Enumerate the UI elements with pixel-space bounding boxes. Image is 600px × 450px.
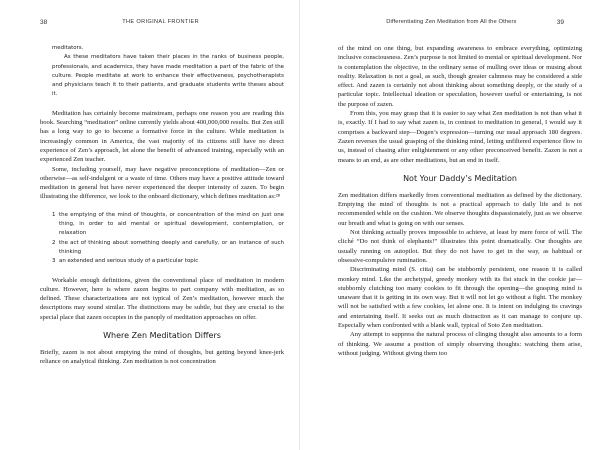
right-page [300,0,600,450]
definition-item [52,211,284,239]
definition-list [40,211,284,267]
block-quote: As these meditators have taken their places in the ranks of business people, professionals, and academics, they have made meditation a part of the fabric of the culture. People meditate at work to enhance their effectiveness, psychotherapists and physicians teach it to their patients, and graduate students write theses about it. [52,54,284,98]
right-page-body [338,44,582,358]
block-quote-continuation: meditators. [52,45,84,51]
body-paragraph: Any attempt to suppress the natural process of clinging thought also amounts to a form of thinking. We assume a position of simply observing thoughts: watching them arise, without judging. Without giving them too [338,331,582,357]
definition-text: an extended and serious study of a particular topic [59,258,199,265]
right-page-header [338,17,564,27]
section-heading: Not Your Daddy’s Meditation [403,173,517,183]
body-paragraph: From this, you may grasp that it is easier to say what Zen meditation is not than what it is, exactly. If I had to say what zazen is, in contrast to meditation in general, I would say it comprises a backward step—Dogen’s expression—turning our usual approach 180 degrees. Zazen reverses the usual grasping of the thinking mind, letting unfiltered experience flow to us, instead of chasing after enlightenment or any other preconceived benefit. Zazen is not a means to an end, as are other meditations, but an end in itself. [338,110,582,164]
body-paragraph: Zen meditation differs markedly from conventional meditation as defined by the dictionary. Emptying the mind of thoughts is not a practical approach to daily life and is not recommended while on the cushion. We observe thoughts dispassionately, just as we observe our breath and what is going on with our senses. [338,191,582,227]
right-page-number: 39 [556,18,564,26]
left-running-head: THE ORIGINAL FRONTIER [122,19,199,25]
left-page-number: 38 [40,18,48,26]
body-paragraph: of the mind on one thing, but expanding awareness to embrace everything, optimizing inclusive consciousness. Zen’s purpose is not limited to mental or spiritual development. Nor is contemplation the objective, in the ordinary sense of mulling over ideas or musing about reality. Relaxation is not a goal, as such, though greater calmness may be considered a side effect. And zazen is certainly not about thinking about something deeply, or the study of a particular topic. Intellectual ideation or speculation, however useful or entertaining, is not the purpose of zazen. [338,45,583,108]
definition-text: the emptying of the mind of thoughts, or concentration of the mind on just one thing, in order to aid mental or spiritual development, contemplation, or relaxation [59,211,284,237]
body-paragraph: Meditation has certainly become mainstream, perhaps one reason you are reading this book. Searching “meditation” online currently yields about 400,000,000 results. But Zen still has a long way to go to become a formative force in the culture. While meditation is increasingly common in America, the vast majority of its citizens still have no direct experience of Zen’s approach, let alone the benefit of advanced training, especially with an experienced Zen teacher. [40,109,284,164]
body-paragraph: Not thinking actually proves impossible to achieve, at least by mere force of will. The cliché “Do not think of elephants!” illustrates this point dramatically. Our thoughts are usually running on autopilot. But they do not have to get in the way, as habitual or obsessive-compulsive rumination. [338,229,582,264]
definition-number: 3 [52,258,56,265]
section-heading: Where Zen Meditation Differs [103,331,221,341]
definition-number: 2 [52,239,56,246]
definition-number: 1 [52,211,56,218]
left-page-body [40,44,284,367]
body-paragraph: Discriminating mind (S. citta) can be stubbornly persistent, one reason it is called monkey mind. Like the archetypal, greedy monkey with its fist stuck in the cookie jar—stubbornly clutching too many cookies to fit through the opening—the grasping mind is unaware that it is getting in its own way. But it will not let go without a fight. The monkey will not be satisfied with a few cookies, let alone one. It is intent on indulging its cravings and entertaining itself. It seeks out as much distraction as it can manage to conjure up. Especially when confronted with a blank wall, typical of Soto Zen meditation. [338,266,582,330]
right-running-head: Differentiating Zen Meditation from All the Others [386,19,517,25]
definition-text: the act of thinking about something deeply and carefully, or an instance of such thinking [59,239,284,255]
body-paragraph: Some, including yourself, may have negative preconceptions of meditation—Zen or otherwise—as self-indulgent or a waste of time. Others may have a positive attitude toward meditation in general but have never experienced the deeper intensity of zazen. To begin illustrating the difference, we look to the onboard dictionary, which defines meditation as:²⁸ [40,165,284,201]
definition-item [52,257,284,266]
body-paragraph: Briefly, zazen is not about emptying the mind of thoughts, but getting beyond knee-jerk reliance on analytical thinking. Zen meditation is not concentration [40,349,284,366]
left-page-header [40,17,282,27]
definition-item [52,239,284,258]
body-paragraph: Workable enough definitions, given the conventional place of meditation in modern culture. However, here is where zazen begins to part company with meditation, as so defined. These characterizations are not typical of Zen’s meditation, however much the descriptions may sound similar. The distinctions may be subtle, but they are crucial to the special place that zazen occupies in the panoply of meditation approaches on offer. [40,276,284,321]
